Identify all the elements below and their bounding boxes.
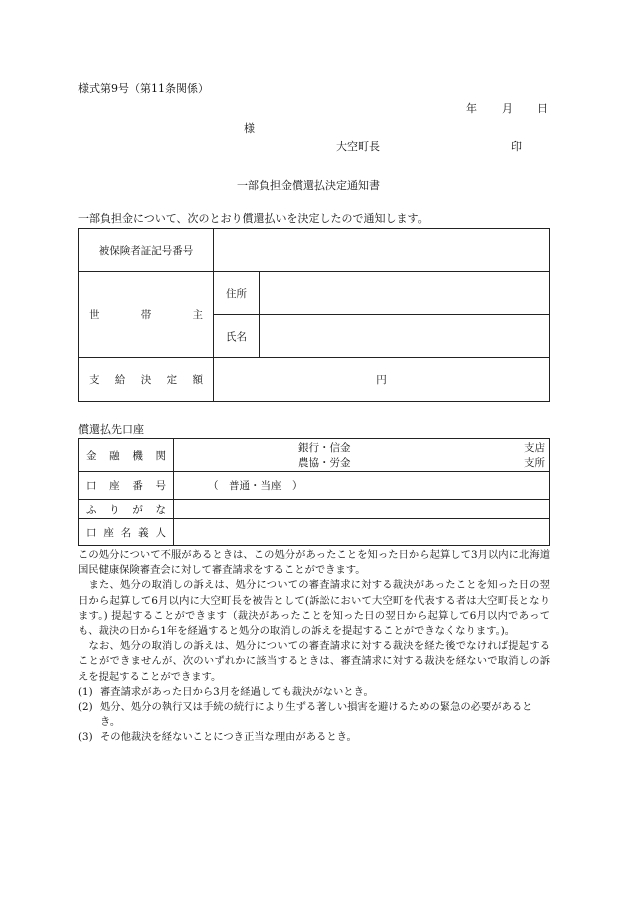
amount-char: 定 <box>166 374 178 386</box>
furigana-char: が <box>132 503 143 516</box>
institution-char: 関 <box>155 449 166 462</box>
furigana-label-cell <box>79 500 174 519</box>
date-year-label: 年 <box>466 102 477 115</box>
amount-char: 決 <box>140 374 152 386</box>
item-text: 審査請求があった日から3月を経過しても裁決がないとき。 <box>100 685 374 698</box>
item-number: (1) <box>78 685 93 698</box>
decision-table <box>78 228 550 402</box>
branch-line-1: 支店 <box>524 441 545 454</box>
addressee-suffix: 様 <box>244 122 255 135</box>
date-month-label: 月 <box>502 102 513 115</box>
notice-paragraph-1: この処分について不服があるときは、この処分があったことを知った日から起算して3月以内に北海道国民健康保険審査会に対して審査請求をすることができます。 <box>78 549 550 577</box>
notice-item <box>78 730 550 745</box>
bank-line-1: 銀行・信金 <box>298 441 351 454</box>
institution-char: 機 <box>132 449 143 462</box>
holder-char: 名 <box>120 526 132 539</box>
holder-char: 義 <box>138 526 149 539</box>
holder-value <box>174 519 550 546</box>
account-table <box>78 438 550 546</box>
document-title: 一部負担金償還払決定通知書 <box>237 179 380 192</box>
name-label: 氏名 <box>214 315 260 358</box>
account-type: （ 普通・当座 ） <box>174 472 550 500</box>
householder-label-cell <box>79 272 214 358</box>
address-value <box>260 272 550 315</box>
account-section-title: 償還払先口座 <box>78 423 144 436</box>
account-number-char: 座 <box>109 480 120 492</box>
form-number: 様式第9号（第11条関係） <box>78 82 209 95</box>
item-text: その他裁決を経ないことにつき正当な理由があるとき。 <box>100 731 357 744</box>
amount-label-cell <box>79 358 214 402</box>
insured-number-value <box>214 229 550 272</box>
amount-char: 支 <box>89 374 100 386</box>
amount-char: 給 <box>114 374 126 386</box>
date-day-label: 日 <box>537 102 548 115</box>
institution-label-cell <box>79 439 174 472</box>
item-number: (3) <box>78 731 93 744</box>
institution-value <box>174 439 550 472</box>
notice-item <box>78 700 550 730</box>
branch-line-2: 支所 <box>524 456 545 469</box>
account-number-char: 番 <box>132 480 143 492</box>
notice-paragraph-3: なお、処分の取消しの訴えは、処分についての審査請求に対する裁決を経た後でなければ提起することができませんが、次のいずれかに該当するときは、審査請求に対する裁決を経ないで取消しの訴えを提起することができます。 <box>78 640 550 683</box>
name-value <box>260 315 550 358</box>
amount-value <box>214 358 550 402</box>
appeal-notice <box>78 548 550 746</box>
notice-item <box>78 685 550 700</box>
furigana-value <box>174 500 550 519</box>
yen-unit: 円 <box>376 374 387 386</box>
branch-types <box>524 441 545 471</box>
insured-number-label: 被保険者証記号番号 <box>79 229 214 272</box>
address-label: 住所 <box>214 272 260 315</box>
holder-label-cell <box>79 519 174 546</box>
holder-char: 人 <box>155 526 166 539</box>
seal-mark: 印 <box>511 140 522 153</box>
institution-char: 融 <box>109 449 120 462</box>
amount-char: 額 <box>192 374 203 386</box>
furigana-char: ふ <box>86 503 97 516</box>
institution-char: 金 <box>86 449 97 462</box>
item-text: 処分、処分の執行又は手続の続行により生ずる著しい損害を避けるための緊急の必要があるとき。 <box>100 701 533 729</box>
account-number-label-cell <box>79 472 174 500</box>
account-number-char: 号 <box>155 480 166 492</box>
bank-line-2: 農協・労金 <box>298 456 351 469</box>
bank-types <box>298 441 351 471</box>
furigana-char: な <box>155 503 166 516</box>
householder-char: 主 <box>192 309 203 321</box>
intro-text: 一部負担金について、次のとおり償還払いを決定したので通知します。 <box>78 212 429 225</box>
holder-char: 座 <box>103 526 114 539</box>
notice-paragraph-2: また、処分の取消しの訴えは、処分についての審査請求に対する裁決があったことを知った日の翌日から起算して6月以内に大空町長を被告として(訴訟において大空町を代表する者は大空町長となります。) 提起することができます（裁決があったことを知った日の翌日から起算して6月以内であっても、裁決の日から1年を経過すると処分の取消しの訴えを提起することができなくなります。)。 <box>78 579 550 638</box>
holder-char: 口 <box>86 526 97 539</box>
householder-char: 帯 <box>140 309 152 321</box>
householder-char: 世 <box>89 309 100 321</box>
account-number-char: 口 <box>86 480 97 492</box>
item-number: (2) <box>78 701 93 714</box>
furigana-char: り <box>109 503 120 516</box>
issuer-name: 大空町長 <box>336 140 380 153</box>
